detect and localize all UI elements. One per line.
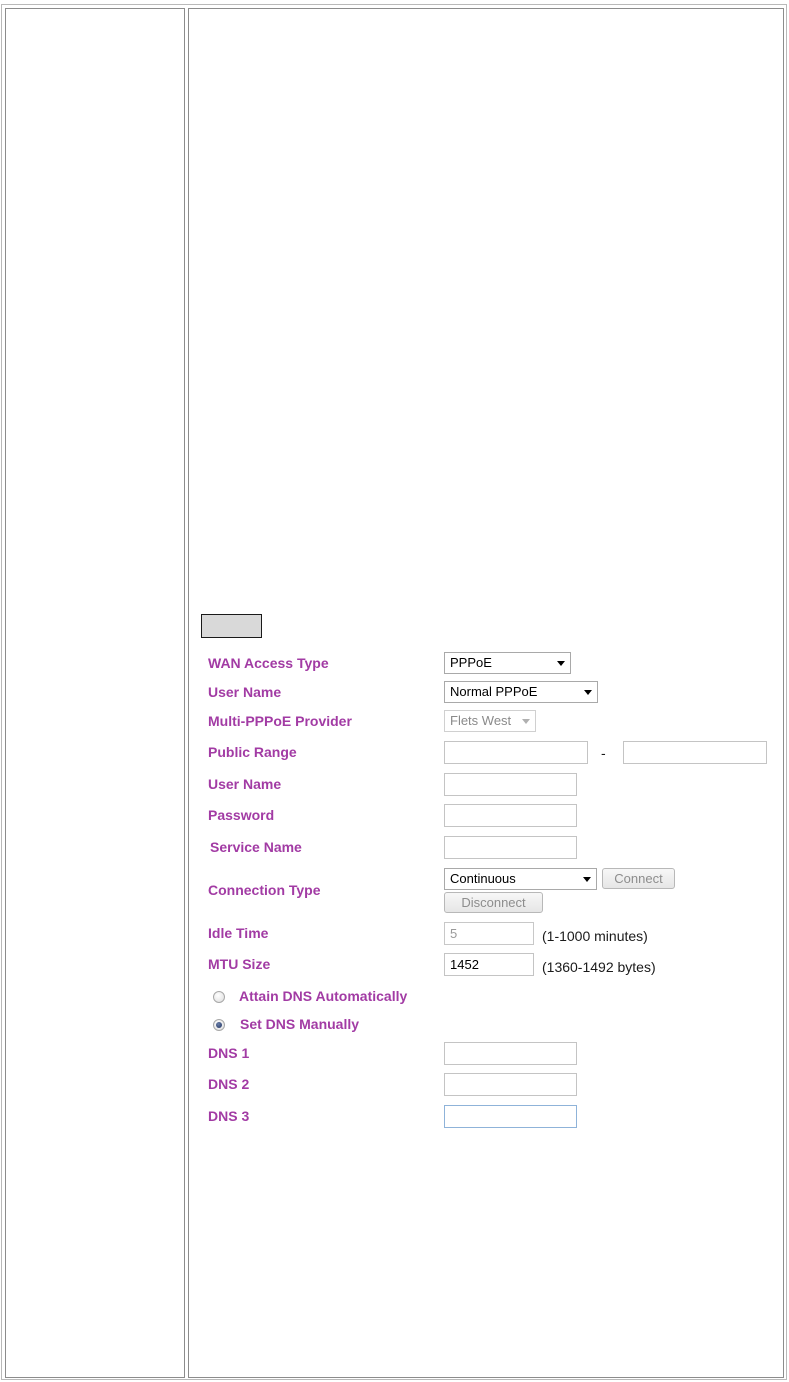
pppoe-mode-label: User Name <box>208 684 282 700</box>
dns2-label: DNS 2 <box>208 1076 250 1092</box>
wan-access-type-label: WAN Access Type <box>208 655 329 671</box>
dns2-input[interactable] <box>444 1073 577 1096</box>
dns3-label: DNS 3 <box>208 1108 250 1124</box>
disconnect-button[interactable]: Disconnect <box>444 892 543 913</box>
idle-time-label: Idle Time <box>208 925 269 941</box>
dns1-input[interactable] <box>444 1042 577 1065</box>
wan-access-type-value: PPPoE <box>450 655 492 670</box>
dns-auto-radio[interactable] <box>213 991 225 1003</box>
dns-manual-label: Set DNS Manually <box>240 1016 360 1032</box>
connect-button[interactable]: Connect <box>602 868 675 889</box>
public-range-label: Public Range <box>208 744 297 760</box>
pppoe-mode-select[interactable] <box>444 681 598 703</box>
connection-type-value: Continuous <box>450 871 516 886</box>
idle-time-unit: (1-1000 minutes) <box>542 928 648 944</box>
radio-selected-dot <box>216 1022 222 1028</box>
dns3-input[interactable] <box>444 1105 577 1128</box>
pppoe-mode-value: Normal PPPoE <box>450 684 538 699</box>
wan-access-type-select[interactable] <box>444 652 571 674</box>
multi-pppoe-provider-value: Flets West <box>450 713 512 728</box>
dns1-label: DNS 1 <box>208 1045 250 1061</box>
mtu-size-label: MTU Size <box>208 956 271 972</box>
chevron-down-icon <box>522 719 530 724</box>
dns-manual-radio[interactable] <box>213 1019 225 1031</box>
connection-type-label: Connection Type <box>208 882 321 898</box>
connection-type-select[interactable] <box>444 868 597 890</box>
password-label: Password <box>208 807 275 823</box>
service-name-input[interactable] <box>444 836 577 859</box>
mtu-size-input[interactable] <box>444 953 534 976</box>
left-panel <box>5 8 185 1378</box>
public-range-to-input[interactable] <box>623 741 767 764</box>
user-name-label: User Name <box>208 776 282 792</box>
user-name-input[interactable] <box>444 773 577 796</box>
public-range-from-input[interactable] <box>444 741 588 764</box>
chevron-down-icon <box>584 690 592 695</box>
multi-pppoe-provider-select[interactable] <box>444 710 536 732</box>
idle-time-input[interactable] <box>444 922 534 945</box>
multi-pppoe-provider-label: Multi-PPPoE Provider <box>208 713 352 729</box>
chevron-down-icon <box>583 877 591 882</box>
blank-button[interactable] <box>201 614 262 638</box>
public-range-separator: - <box>601 745 606 761</box>
service-name-label: Service Name <box>210 839 302 855</box>
password-input[interactable] <box>444 804 577 827</box>
chevron-down-icon <box>557 661 565 666</box>
dns-auto-label: Attain DNS Automatically <box>239 988 408 1004</box>
mtu-size-unit: (1360-1492 bytes) <box>542 959 656 975</box>
